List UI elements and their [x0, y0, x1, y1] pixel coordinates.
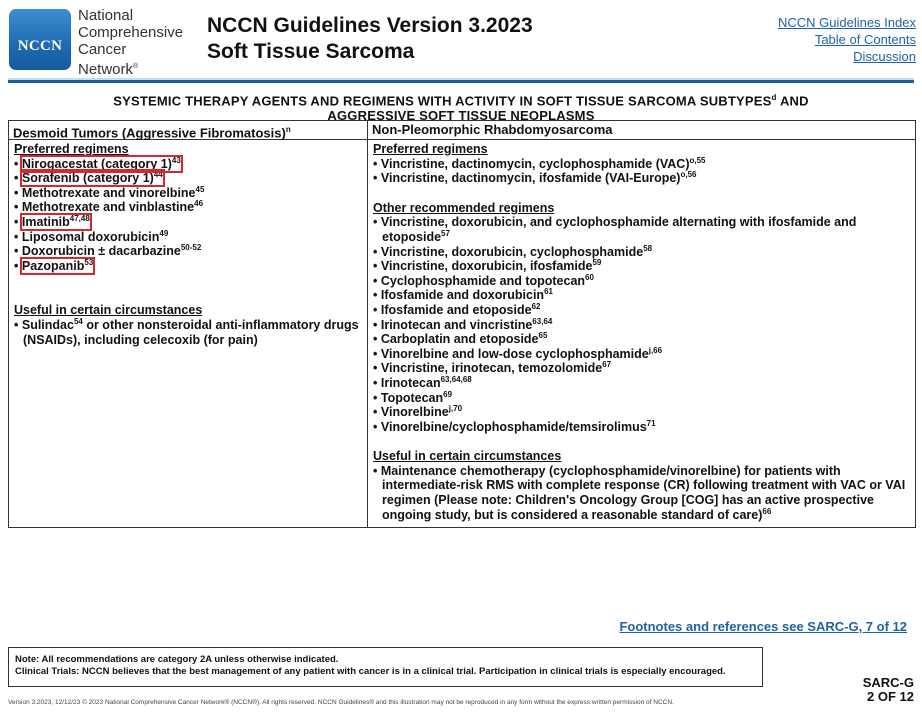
list-item: • Pazopanib$^{53}$ — [14, 257, 94, 273]
org-name-line: National — [78, 7, 134, 24]
page-code — [863, 676, 914, 704]
preferred-regimens-heading: Preferred regimens — [373, 142, 488, 156]
list-item: • Methotrexate and vinblastine$^{46}$ — [14, 199, 204, 215]
page-title — [207, 13, 533, 65]
clinical-trials-note: Clinical Trials: NCCN believes that the best management of any patient with cancer is in a clinical trial. Participation in clinical trials is especially encouraged. — [15, 666, 726, 677]
org-name-line: Cancer — [78, 41, 127, 58]
list-item: • Ifosfamide and etoposide$^{62}$ — [373, 301, 541, 317]
nccn-logo — [9, 9, 71, 70]
list-item: • Sorafenib (category 1)$^{44}$ — [14, 170, 163, 186]
org-name-line: Network® — [78, 61, 139, 78]
list-item: • Vinorelbine$^{j,70}$ — [373, 403, 463, 420]
list-item: • Vincristine, doxorubicin, ifosfamide$^{59}$ — [373, 258, 602, 274]
page-code-label: SARC-G — [862, 675, 914, 690]
list-item: • Sulindac$^{54}$ or other nonsteroidal anti-inflammatory drugs (NSAIDs), including celecoxib (for pain) — [14, 316, 359, 347]
desmoid-tumors-column — [9, 121, 368, 527]
preferred-regimens-heading: Preferred regimens — [14, 142, 129, 156]
logo-text: NCCN — [17, 38, 63, 54]
top-navigation-links — [778, 14, 916, 65]
category-note: Note: All recommendations are category 2A unless otherwise indicated. — [15, 654, 339, 665]
guideline-topic-title: Soft Tissue Sarcoma — [207, 40, 415, 63]
section-title: SYSTEMIC THERAPY AGENTS AND REGIMENS WITH ACTIVITY IN SOFT TISSUE SARCOMA SUBTYPES$^d$ AND AGGRESSIVE SOFT TISSUE NEOPLASMS — [113, 93, 809, 124]
useful-circumstances-heading: Useful in certain circumstances — [14, 303, 203, 318]
copyright-notice: Version 3.2023, 12/12/23 © 2023 National Comprehensive Cancer Network® (NCCN®), All rights reserved. NCCN Guidelines® and this illustration may not be reproduced in any form without the express written permission of NCCN. — [8, 699, 674, 706]
header-divider — [8, 80, 914, 83]
other-regimens-heading: Other recommended regimens — [373, 200, 555, 215]
list-item: • Nirogacestat (category 1)$^{43}$ — [14, 155, 181, 171]
list-item: • Liposomal doxorubicin$^{49}$ — [14, 228, 169, 244]
discussion-link[interactable]: Discussion — [853, 49, 916, 64]
list-item: • Topotecan$^{69}$ — [373, 389, 453, 405]
list-item: • Vinorelbine and low-dose cyclophosphamide$^{j,66}$ — [373, 345, 663, 361]
useful-circumstances-heading: Useful in certain circumstances — [373, 449, 562, 464]
regimens-table — [8, 120, 916, 528]
list-item: • Vincristine, doxorubicin, and cyclophosphamide alternating with ifosfamide and etoposide$^{57}$ — [373, 215, 857, 244]
list-item: • Irinotecan$^{63,64,68}$ — [373, 374, 472, 390]
list-item: • Vincristine, doxorubicin, cyclophosphamide$^{58}$ — [373, 243, 653, 259]
list-item: • Ifosfamide and doxorubicin$^{61}$ — [373, 287, 553, 303]
list-item: • Cyclophosphamide and topotecan$^{60}$ — [373, 272, 594, 288]
footnotes-references-link[interactable]: Footnotes and references see SARC-G, 7 of 12 — [619, 619, 907, 634]
list-item: • Methotrexate and vinorelbine$^{45}$ — [14, 184, 205, 200]
column-body — [9, 140, 367, 349]
list-item: • Doxorubicin ± dacarbazine$^{50-52}$ — [14, 243, 202, 259]
list-item: • Carboplatin and etoposide$^{65}$ — [373, 330, 548, 347]
list-item: • Vincristine, dactinomycin, cyclophosphamide (VAC)$^{o,55}$ — [373, 155, 706, 171]
list-item: • Imatinib$^{47,48}$ — [14, 213, 90, 229]
list-item: • Maintenance chemotherapy (cyclophosphamide/vinorelbine) for patients with intermediate-risk RMS with complete response (CR) following treatment with VAC or VAI regimen (Please note: Children's Oncology Group [COG] has an active prospective ongoing study, but is considered a reasonable standard of care)$^{66}$ — [373, 463, 906, 522]
page-number: 2 OF 12 — [867, 689, 914, 704]
list-item: • Vinorelbine/cyclophosphamide/temsirolimus$^{71}$ — [373, 418, 656, 434]
organization-name — [78, 7, 183, 78]
column-header: Desmoid Tumors (Aggressive Fibromatosis)$^n$ — [9, 121, 367, 140]
table-of-contents-link[interactable]: Table of Contents — [814, 32, 916, 47]
guidelines-index-link[interactable]: NCCN Guidelines Index — [777, 15, 916, 30]
org-name-line: Comprehensive — [78, 24, 184, 41]
guideline-version-title: NCCN Guidelines Version 3.2023 — [207, 14, 533, 37]
list-item: • Vincristine, dactinomycin, ifosfamide (VAI-Europe)$^{o,56}$ — [373, 170, 697, 186]
list-item: • Irinotecan and vincristine$^{63,64}$ — [373, 316, 553, 332]
rhabdomyosarcoma-column — [368, 121, 915, 527]
column-header: Non-Pleomorphic Rhabdomyosarcoma — [368, 121, 915, 140]
list-item: • Vincristine, irinotecan, temozolomide$^{67}$ — [373, 360, 612, 376]
note-box — [8, 647, 763, 687]
column-body — [368, 140, 915, 524]
